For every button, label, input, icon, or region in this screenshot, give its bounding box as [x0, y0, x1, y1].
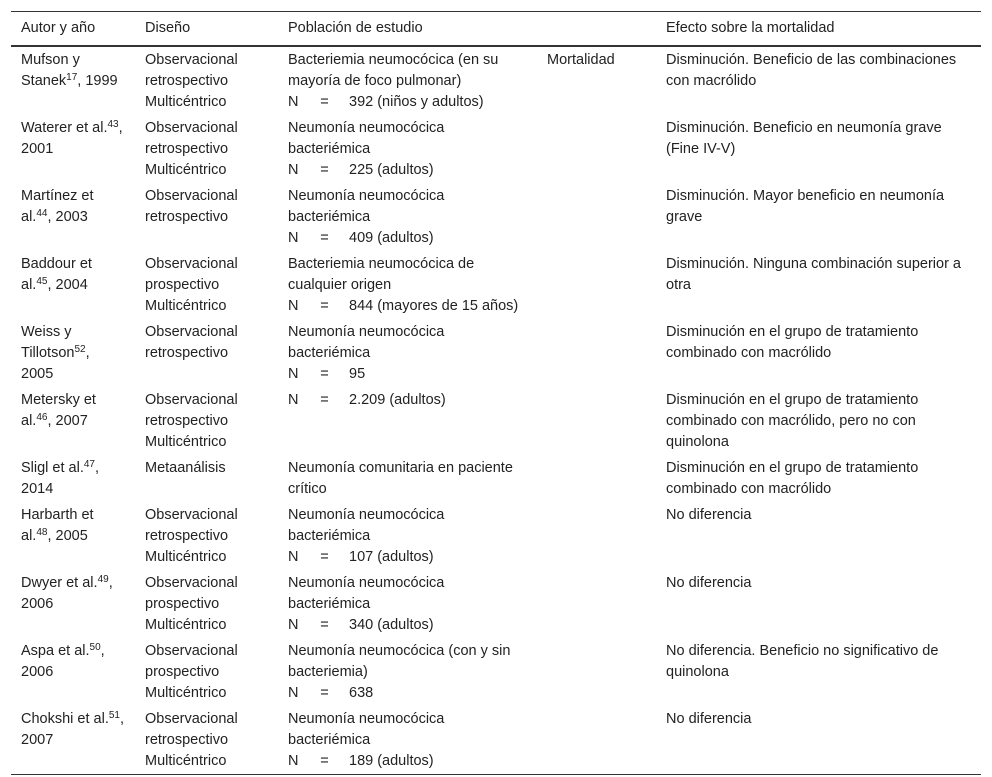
- cell-poblacion: [278, 46, 537, 115]
- cell-mortalidad: [537, 502, 656, 570]
- cell-diseno: [135, 455, 278, 502]
- table-row: [11, 319, 981, 387]
- table-row: [11, 183, 981, 251]
- cell-autor: [11, 115, 135, 183]
- design-line: Observacional: [145, 392, 238, 408]
- header-row: [11, 12, 981, 47]
- cell-autor: [11, 387, 135, 455]
- table-container: [11, 11, 981, 775]
- design-line: Multicéntrico: [145, 549, 227, 565]
- sample-size-value: 638: [349, 685, 374, 701]
- design-line: Multicéntrico: [145, 162, 227, 178]
- reference-number: 48: [36, 527, 48, 538]
- cell-efecto: Disminución. Beneficio en neumonía grave (Fine IV-V): [666, 120, 942, 157]
- author-year: , 2005: [47, 528, 88, 544]
- design-line: prospectivo: [145, 664, 220, 680]
- sample-size-label: N =: [288, 549, 353, 565]
- cell-diseno: [135, 115, 278, 183]
- reference-number: 17: [66, 72, 78, 83]
- cell-efecto: No diferencia: [666, 507, 752, 523]
- reference-number: 45: [36, 276, 48, 287]
- population-text: Neumonía neumocócica bacteriémica: [288, 324, 445, 361]
- table-row: [11, 502, 981, 570]
- cell-poblacion: [278, 319, 537, 387]
- sample-size-label: N =: [288, 685, 353, 701]
- cell-poblacion: [278, 638, 537, 706]
- cell-autor: [11, 455, 135, 502]
- population-text: Neumonía neumocócica (con y sin bacteriemia): [288, 643, 511, 680]
- design-line: Multicéntrico: [145, 434, 227, 450]
- table-row: [11, 46, 981, 115]
- cell-poblacion: [278, 115, 537, 183]
- population-text: Neumonía comunitaria en paciente crítico: [288, 460, 513, 497]
- table-row: [11, 251, 981, 319]
- cell-efecto: No diferencia: [666, 711, 752, 727]
- cell-autor: [11, 46, 135, 115]
- population-text: Neumonía neumocócica bacteriémica: [288, 575, 445, 612]
- population-text: Neumonía neumocócica bacteriémica: [288, 188, 445, 225]
- design-line: Observacional: [145, 575, 238, 591]
- cell-autor: [11, 570, 135, 638]
- cell-mortalidad: [537, 319, 656, 387]
- author-name: Sligl et al.: [21, 460, 84, 476]
- author-year: , 2001: [21, 120, 123, 157]
- author-name: Aspa et al.: [21, 643, 90, 659]
- header-mortalidad: [537, 12, 656, 47]
- cell-efecto: Disminución en el grupo de tratamiento combinado con macrólido: [666, 324, 919, 361]
- cell-diseno: [135, 570, 278, 638]
- cell-poblacion: [278, 387, 537, 455]
- population-text: Neumonía neumocócica bacteriémica: [288, 120, 445, 157]
- cell-poblacion: [278, 502, 537, 570]
- design-line: Observacional: [145, 643, 238, 659]
- cell-efecto: No diferencia: [666, 575, 752, 591]
- design-line: prospectivo: [145, 596, 220, 612]
- sample-size: [288, 547, 527, 568]
- sample-size-label: N =: [288, 753, 353, 769]
- design-line: Multicéntrico: [145, 617, 227, 633]
- sample-size: [288, 92, 527, 113]
- cell-autor: [11, 638, 135, 706]
- cell-mortalidad: [537, 455, 656, 502]
- design-line: retrospectivo: [145, 528, 229, 544]
- cell-diseno: [135, 502, 278, 570]
- cell-efecto: No diferencia. Beneficio no significativo de quinolona: [666, 643, 939, 680]
- sample-size-value: 2.209 (adultos): [349, 392, 446, 408]
- cell-autor: [11, 319, 135, 387]
- author-year: , 2005: [21, 345, 90, 382]
- table-row: [11, 706, 981, 775]
- cell-mortalidad: [537, 183, 656, 251]
- cell-autor: [11, 183, 135, 251]
- design-line: retrospectivo: [145, 345, 229, 361]
- design-line: Observacional: [145, 507, 238, 523]
- sample-size-value: 409 (adultos): [349, 230, 434, 246]
- sample-size-value: 392 (niños y adultos): [349, 94, 484, 110]
- design-line: retrospectivo: [145, 73, 229, 89]
- cell-diseno: [135, 46, 278, 115]
- cell-mortalidad: [537, 115, 656, 183]
- cell-poblacion: [278, 251, 537, 319]
- author-name: Weiss y Tillotson: [21, 324, 75, 361]
- table-row: [11, 115, 981, 183]
- cell-mortalidad: [537, 251, 656, 319]
- cell-poblacion: [278, 183, 537, 251]
- reference-number: 46: [36, 412, 48, 423]
- design-line: Multicéntrico: [145, 685, 227, 701]
- sample-size: [288, 390, 527, 411]
- author-year: , 2014: [21, 460, 100, 497]
- cell-poblacion: [278, 570, 537, 638]
- sample-size: [288, 615, 527, 636]
- author-name: Chokshi et al.: [21, 711, 109, 727]
- author-name: Waterer et al.: [21, 120, 108, 136]
- author-name: Baddour et al.: [21, 256, 92, 293]
- design-line: Multicéntrico: [145, 94, 227, 110]
- design-line: Observacional: [145, 120, 238, 136]
- sample-size-value: 225 (adultos): [349, 162, 434, 178]
- reference-number: 43: [107, 119, 119, 130]
- table-body: [11, 46, 981, 775]
- sample-size: [288, 751, 527, 772]
- population-text: Neumonía neumocócica bacteriémica: [288, 507, 445, 544]
- design-line: Multicéntrico: [145, 753, 227, 769]
- header-poblacion: Población de estudio: [288, 20, 423, 36]
- sample-size-value: 189 (adultos): [349, 753, 434, 769]
- sample-size-label: N =: [288, 94, 353, 110]
- reference-number: 50: [89, 642, 101, 653]
- table-row: [11, 455, 981, 502]
- cell-diseno: [135, 251, 278, 319]
- design-line: Observacional: [145, 711, 238, 727]
- author-name: Martínez et al.: [21, 188, 94, 225]
- sample-size-value: 95: [349, 366, 366, 382]
- cell-poblacion: [278, 455, 537, 502]
- design-line: retrospectivo: [145, 413, 229, 429]
- cell-efecto: Disminución. Beneficio de las combinaciones con macrólido: [666, 52, 957, 89]
- table-row: [11, 638, 981, 706]
- population-text: Bacteriemia neumocócica de cualquier origen: [288, 256, 475, 293]
- sample-size: [288, 683, 527, 704]
- cell-diseno: [135, 319, 278, 387]
- cell-mortalidad: [537, 570, 656, 638]
- author-year: , 2006: [21, 643, 105, 680]
- cell-autor: [11, 251, 135, 319]
- author-year: , 2004: [47, 277, 88, 293]
- cell-diseno: [135, 706, 278, 775]
- cell-mortalidad: [537, 387, 656, 455]
- reference-number: 52: [74, 344, 86, 355]
- cell-diseno: [135, 387, 278, 455]
- sample-size: [288, 364, 527, 385]
- population-text: Neumonía neumocócica bacteriémica: [288, 711, 445, 748]
- cell-efecto: Disminución. Mayor beneficio en neumonía grave: [666, 188, 945, 225]
- table-row: [11, 570, 981, 638]
- cell-efecto: Disminución. Ninguna combinación superior a otra: [666, 256, 961, 293]
- cell-mortalidad: [537, 706, 656, 775]
- author-name: Dwyer et al.: [21, 575, 98, 591]
- cell-efecto: Disminución en el grupo de tratamiento combinado con macrólido: [666, 460, 919, 497]
- author-year: , 1999: [77, 73, 118, 89]
- author-name: Mufson y Stanek: [21, 52, 80, 89]
- table-header: [11, 12, 981, 47]
- design-line: Multicéntrico: [145, 298, 227, 314]
- author-name: Metersky et al.: [21, 392, 96, 429]
- design-line: retrospectivo: [145, 209, 229, 225]
- mortality-studies-table: [11, 11, 981, 775]
- sample-size-value: 340 (adultos): [349, 617, 434, 633]
- sample-size-label: N =: [288, 366, 353, 382]
- table-row: [11, 387, 981, 455]
- sample-size-label: N =: [288, 162, 353, 178]
- sample-size-label: N =: [288, 392, 353, 408]
- design-line: Observacional: [145, 324, 238, 340]
- cell-autor: [11, 706, 135, 775]
- cell-diseno: [135, 183, 278, 251]
- header-diseno: Diseño: [145, 20, 191, 36]
- sample-size-value: 107 (adultos): [349, 549, 434, 565]
- author-name: Harbarth et al.: [21, 507, 94, 544]
- author-year: , 2007: [21, 711, 125, 748]
- design-line: Observacional: [145, 188, 238, 204]
- reference-number: 47: [83, 459, 95, 470]
- population-text: Bacteriemia neumocócica (en su mayoría de foco pulmonar): [288, 52, 499, 89]
- design-line: Metaanálisis: [145, 460, 226, 476]
- cell-mortalidad: [537, 638, 656, 706]
- sample-size-label: N =: [288, 230, 353, 246]
- sample-size: [288, 296, 527, 317]
- header-efecto: Efecto sobre la mortalidad: [666, 20, 835, 36]
- author-year: , 2007: [47, 413, 88, 429]
- author-year: , 2006: [21, 575, 113, 612]
- design-line: Observacional: [145, 256, 238, 272]
- sample-size: [288, 160, 527, 181]
- cell-poblacion: [278, 706, 537, 775]
- cell-autor: [11, 502, 135, 570]
- design-line: Observacional: [145, 52, 238, 68]
- cell-efecto: Disminución en el grupo de tratamiento combinado con macrólido, pero no con quinolona: [666, 392, 919, 450]
- reference-number: 44: [36, 208, 48, 219]
- cell-diseno: [135, 638, 278, 706]
- design-line: retrospectivo: [145, 732, 229, 748]
- reference-number: 51: [108, 710, 120, 721]
- reference-number: 49: [97, 574, 109, 585]
- header-autor: Autor y año: [21, 20, 96, 36]
- cell-mortalidad: Mortalidad: [547, 52, 615, 68]
- author-year: , 2003: [47, 209, 88, 225]
- sample-size-label: N =: [288, 298, 353, 314]
- sample-size-label: N =: [288, 617, 353, 633]
- design-line: prospectivo: [145, 277, 220, 293]
- design-line: retrospectivo: [145, 141, 229, 157]
- sample-size: [288, 228, 527, 249]
- sample-size-value: 844 (mayores de 15 años): [349, 298, 519, 314]
